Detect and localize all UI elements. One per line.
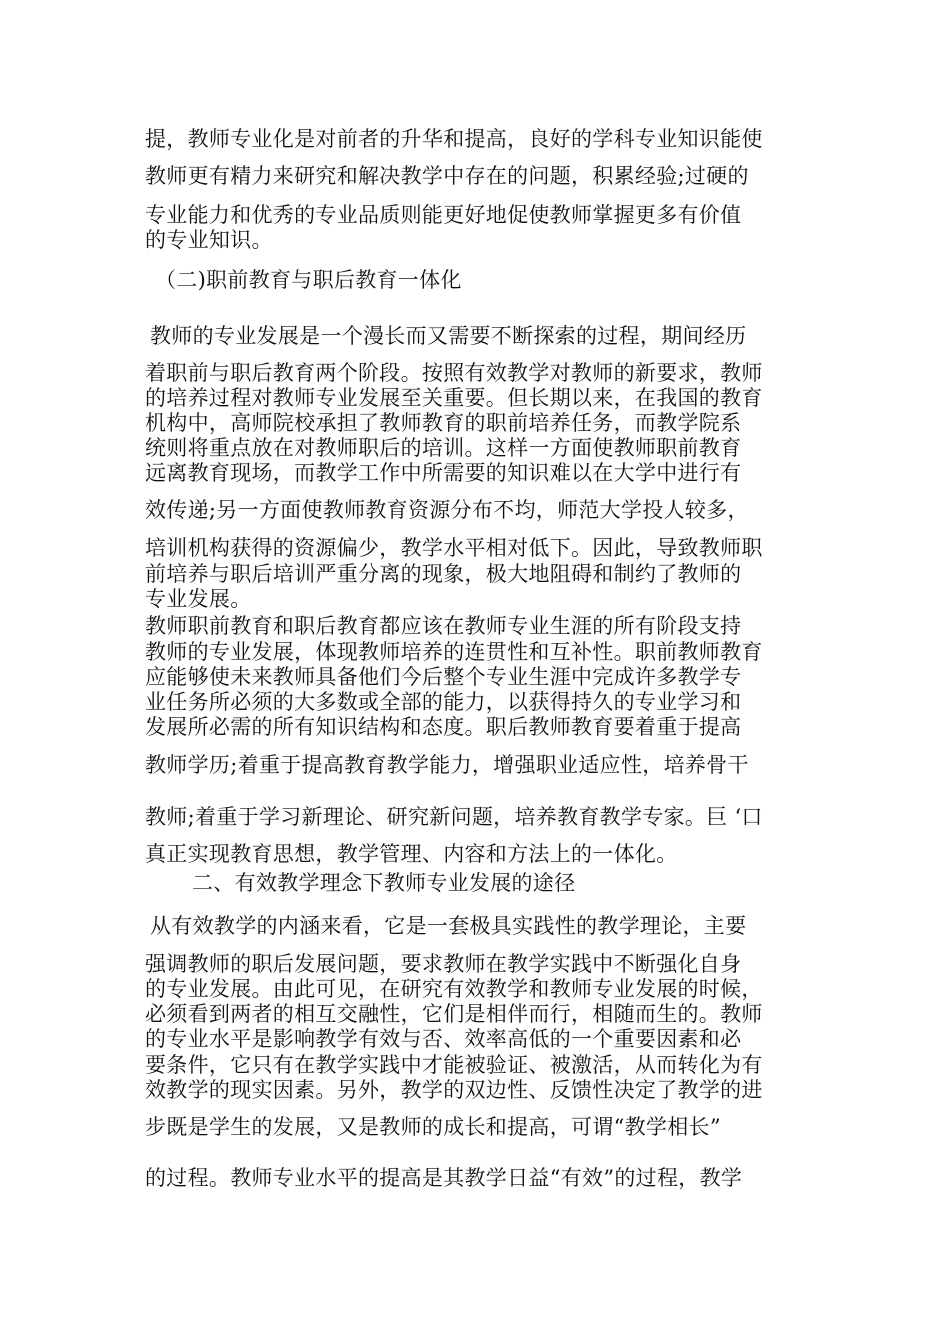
chapter-heading: 二、有效教学理念下教师专业发展的途径 xyxy=(192,871,576,895)
body-line: 教师学历;着重于提高教育教学能力，增强职业适应性，培养骨干 xyxy=(145,753,749,777)
body-line: 培训机构获得的资源偏少，教学水平相对低下。因此，导致教师职 xyxy=(145,536,763,560)
body-line: 必须看到两者的相互交融性，它们是相伴而行，相随而生的。教师 xyxy=(145,1002,763,1026)
body-line: 教师职前教育和职后教育都应该在教师专业生涯的所有阶段支持 xyxy=(145,614,742,638)
body-line: 教师更有精力来研究和解决教学中存在的问题，积累经验;过硬的 xyxy=(145,164,749,188)
body-line: 教师的专业发展是一个漫长而又需要不断探索的过程，期间经历 xyxy=(150,324,747,348)
body-line: 的专业水平是影响教学有效与否、效率高低的一个重要因素和必 xyxy=(145,1027,742,1051)
body-line: 的过程。教师专业水平的提高是其教学日益“有效”的过程，教学 xyxy=(145,1166,743,1190)
section-heading: （二)职前教育与职后教育一体化 xyxy=(155,268,462,292)
body-line: 的专业发展。由此可见，在研究有效教学和教师专业发展的时候， xyxy=(145,977,763,1001)
body-line: 统则将重点放在对教师职后的培训。这样一方面使教师职前教育 xyxy=(145,436,742,460)
body-line: 的培养过程对教师专业发展至关重要。但长期以来，在我国的教育 xyxy=(145,386,763,410)
body-line: 效传递;另一方面使教师教育资源分布不均，师范大学投人较多， xyxy=(145,498,749,522)
body-line: 发展所必需的所有知识结构和态度。职后教师教育要着重于提高 xyxy=(145,715,742,739)
body-line: 步既是学生的发展，又是教师的成长和提高，可谓“教学相长” xyxy=(145,1115,721,1139)
body-line: 真正实现教育思想，教学管理、内容和方法上的一体化。 xyxy=(145,842,678,866)
body-line: 要条件，它只有在教学实践中才能被验证、被激活，从而转化为有 xyxy=(145,1053,763,1077)
body-line: 前培养与职后培训严重分离的现象，极大地阻碍和制约了教师的 xyxy=(145,562,742,586)
body-line: 专业发展。 xyxy=(145,587,252,611)
body-line: 着职前与职后教育两个阶段。按照有效教学对教师的新要求，教师 xyxy=(145,361,763,385)
body-line: 远离教育现场，而教学工作中所需要的知识难以在大学中进行有 xyxy=(145,461,742,485)
body-line: 的专业知识。 xyxy=(145,228,273,252)
body-line: 教师;着重于学习新理论、研究新问题，培养教育教学专家。巨 ‘口 xyxy=(145,805,763,829)
body-line: 专业能力和优秀的专业品质则能更好地促使教师掌握更多有价值 xyxy=(145,203,742,227)
body-line: 提，教师专业化是对前者的升华和提高，良好的学科专业知识能使 xyxy=(145,127,763,151)
body-line: 强调教师的职后发展问题，要求教师在教学实践中不断强化自身 xyxy=(145,952,742,976)
body-line: 从有效教学的内涵来看，它是一套极具实践性的教学理论，主要 xyxy=(150,914,747,938)
body-line: 教师的专业发展，体现教师培养的连贯性和互补性。职前教师教育 xyxy=(145,640,763,664)
body-line: 效教学的现实因素。另外，教学的双边性、反馈性决定了教学的进 xyxy=(145,1078,763,1102)
body-line: 应能够使未来教师具备他们今后整个专业生涯中完成许多教学专 xyxy=(145,665,742,689)
body-line: 机构中，高师院校承担了教师教育的职前培养任务，而教学院系 xyxy=(145,411,742,435)
body-line: 业任务所必须的大多数或全部的能力，以获得持久的专业学习和 xyxy=(145,690,742,714)
